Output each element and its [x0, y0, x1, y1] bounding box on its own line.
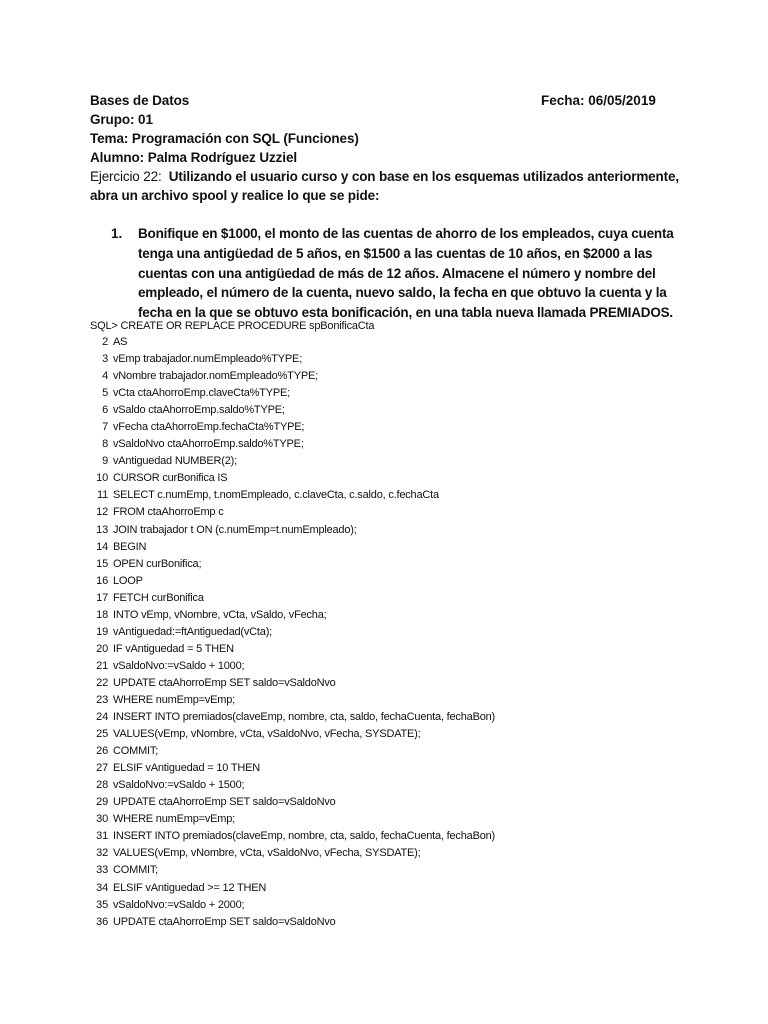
line-number: 21 [96, 659, 108, 672]
code-line [90, 436, 690, 453]
code-line [90, 845, 690, 862]
code-text: AS [113, 336, 128, 348]
code-line [90, 624, 690, 641]
code-line [90, 675, 690, 692]
code-line [90, 777, 690, 794]
code-text: CURSOR curBonifica IS [113, 472, 228, 485]
code-line [90, 419, 690, 436]
code-line [90, 368, 690, 385]
line-number: 22 [96, 676, 108, 689]
line-number: 34 [96, 881, 108, 894]
code-line [90, 760, 690, 777]
line-number: 27 [96, 762, 108, 775]
code-text: IF vAntiguedad = 5 THEN [113, 642, 234, 655]
code-line [90, 828, 690, 845]
line-number: 10 [96, 472, 108, 485]
code-line [90, 692, 690, 709]
code-line [90, 522, 690, 539]
code-text: BEGIN [113, 540, 147, 553]
code-line [90, 607, 690, 624]
code-line [90, 641, 690, 658]
topic-label: Tema: Programación con SQL (Funciones) [90, 131, 359, 146]
code-line [90, 897, 690, 914]
code-line [90, 590, 690, 607]
line-number: 4 [102, 370, 108, 383]
code-text: vEmp trabajador.numEmpleado%TYPE; [113, 353, 303, 366]
line-number: 24 [96, 711, 108, 724]
line-number: 13 [96, 523, 108, 536]
code-text: VALUES(vEmp, vNombre, vCta, vSaldoNvo, vFecha, SYSDATE); [113, 847, 421, 860]
code-line [90, 658, 690, 675]
code-text: vAntiguedad NUMBER(2); [113, 455, 237, 468]
line-number: 19 [96, 625, 108, 638]
code-text: INSERT INTO premiados(claveEmp, nombre, cta, saldo, fechaCuenta, fechaBon) [113, 711, 496, 724]
code-text: ELSIF vAntiguedad = 10 THEN [113, 762, 260, 775]
line-number: 16 [96, 574, 108, 587]
code-text: vAntiguedad:=ftAntiguedad(vCta); [113, 625, 273, 638]
course-title: Bases de Datos [90, 93, 190, 108]
code-text: ELSIF vAntiguedad >= 12 THEN [113, 881, 267, 894]
line-number: 32 [96, 847, 108, 860]
line-number: 15 [96, 557, 108, 570]
line-number: 30 [96, 813, 108, 826]
line-number: 23 [96, 693, 108, 706]
code-text: vSaldoNvo:=vSaldo + 1000; [113, 659, 245, 672]
task-number: 1. [111, 226, 123, 241]
code-line [90, 794, 690, 811]
line-number: 26 [96, 745, 108, 758]
line-number: 3 [102, 353, 108, 366]
task-text: Bonifique en $1000, el monto de las cuentas de ahorro de los empleados, cuya cuenta tenga una antigüedad de 5 años, en $1500 a las cuentas de 10 años, en $2000 a las cuentas con una antigüedad de más de 12 años. Almacene el número y nombre del empleado, el número de la cuenta, nuevo saldo, la fecha en que obtuvo la cuenta y la fecha en la que se obtuvo esta bonificación, en una tabla nueva llamada PREMIADOS. [138, 226, 674, 321]
code-text: UPDATE ctaAhorroEmp SET saldo=vSaldoNvo [113, 796, 336, 809]
code-text: SELECT c.numEmp, t.nomEmpleado, c.claveCta, c.saldo, c.fechaCta [113, 489, 439, 502]
code-text: vSaldoNvo:=vSaldo + 2000; [113, 898, 245, 911]
line-number: 25 [96, 728, 108, 741]
code-text: VALUES(vEmp, vNombre, vCta, vSaldoNvo, vFecha, SYSDATE); [113, 728, 421, 741]
line-number: 11 [96, 489, 108, 502]
code-line [90, 709, 690, 726]
line-number: 28 [96, 779, 108, 792]
line-number: 29 [96, 796, 108, 809]
exercise-text: Utilizando el usuario curso y con base en los esquemas utilizados anteriormente, abra un archivo spool y realice lo que se pide: [90, 169, 679, 203]
code-line [90, 743, 690, 760]
code-line [90, 811, 690, 828]
code-text: LOOP [113, 574, 143, 587]
document-date: Fecha: 06/05/2019 [541, 93, 656, 108]
code-line [90, 914, 690, 931]
line-number: 36 [96, 915, 108, 928]
code-text: vFecha ctaAhorroEmp.fechaCta%TYPE; [113, 421, 305, 434]
code-text: FROM ctaAhorroEmp c [113, 506, 224, 519]
exercise-label: Ejercicio 22: [90, 169, 162, 184]
code-line [90, 862, 690, 879]
student-label: Alumno: Palma Rodríguez Uzziel [90, 150, 298, 165]
sql-prompt-line: SQL> CREATE OR REPLACE PROCEDURE spBonificaCta [90, 320, 375, 332]
code-text: UPDATE ctaAhorroEmp SET saldo=vSaldoNvo [113, 915, 336, 928]
code-line [90, 385, 690, 402]
code-line [90, 880, 690, 897]
code-text: INTO vEmp, vNombre, vCta, vSaldo, vFecha; [113, 608, 327, 621]
line-number: 14 [96, 540, 108, 553]
code-line [90, 487, 690, 504]
exercise-statement [90, 167, 690, 205]
code-line [90, 402, 690, 419]
code-line [90, 470, 690, 487]
group-label: Grupo: 01 [90, 112, 153, 127]
line-number: 7 [102, 421, 108, 434]
code-line [90, 556, 690, 573]
code-text: WHERE numEmp=vEmp; [113, 813, 236, 826]
code-text: WHERE numEmp=vEmp; [113, 693, 236, 706]
sql-code-block [90, 334, 690, 931]
code-line [90, 539, 690, 556]
code-line [90, 504, 690, 521]
code-text: COMMIT; [113, 864, 159, 877]
code-text: UPDATE ctaAhorroEmp SET saldo=vSaldoNvo [113, 676, 336, 689]
line-number: 12 [96, 506, 108, 519]
line-number: 20 [96, 642, 108, 655]
code-line [90, 351, 690, 368]
code-text: FETCH curBonifica [113, 591, 204, 604]
code-text: vSaldo ctaAhorroEmp.saldo%TYPE; [113, 404, 285, 417]
code-text: vCta ctaAhorroEmp.claveCta%TYPE; [113, 387, 291, 400]
line-number: 35 [96, 898, 108, 911]
code-line [90, 453, 690, 470]
code-text: INSERT INTO premiados(claveEmp, nombre, cta, saldo, fechaCuenta, fechaBon) [113, 830, 496, 843]
code-text: vSaldoNvo ctaAhorroEmp.saldo%TYPE; [113, 438, 304, 451]
line-number: 17 [96, 591, 108, 604]
code-line [90, 726, 690, 743]
line-number: 6 [102, 404, 108, 417]
line-number: 31 [96, 830, 108, 843]
line-number: 33 [96, 864, 108, 877]
line-number: 9 [102, 455, 108, 468]
line-number: 2 [102, 336, 108, 348]
line-number: 18 [96, 608, 108, 621]
code-text: vSaldoNvo:=vSaldo + 1500; [113, 779, 245, 792]
code-text: OPEN curBonifica; [113, 557, 202, 570]
code-text: vNombre trabajador.nomEmpleado%TYPE; [113, 370, 318, 383]
line-number: 8 [102, 438, 108, 451]
line-number: 5 [102, 387, 108, 400]
code-line [90, 573, 690, 590]
code-text: JOIN trabajador t ON (c.numEmp=t.numEmpleado); [113, 523, 357, 536]
code-line [90, 334, 690, 351]
code-text: COMMIT; [113, 745, 159, 758]
